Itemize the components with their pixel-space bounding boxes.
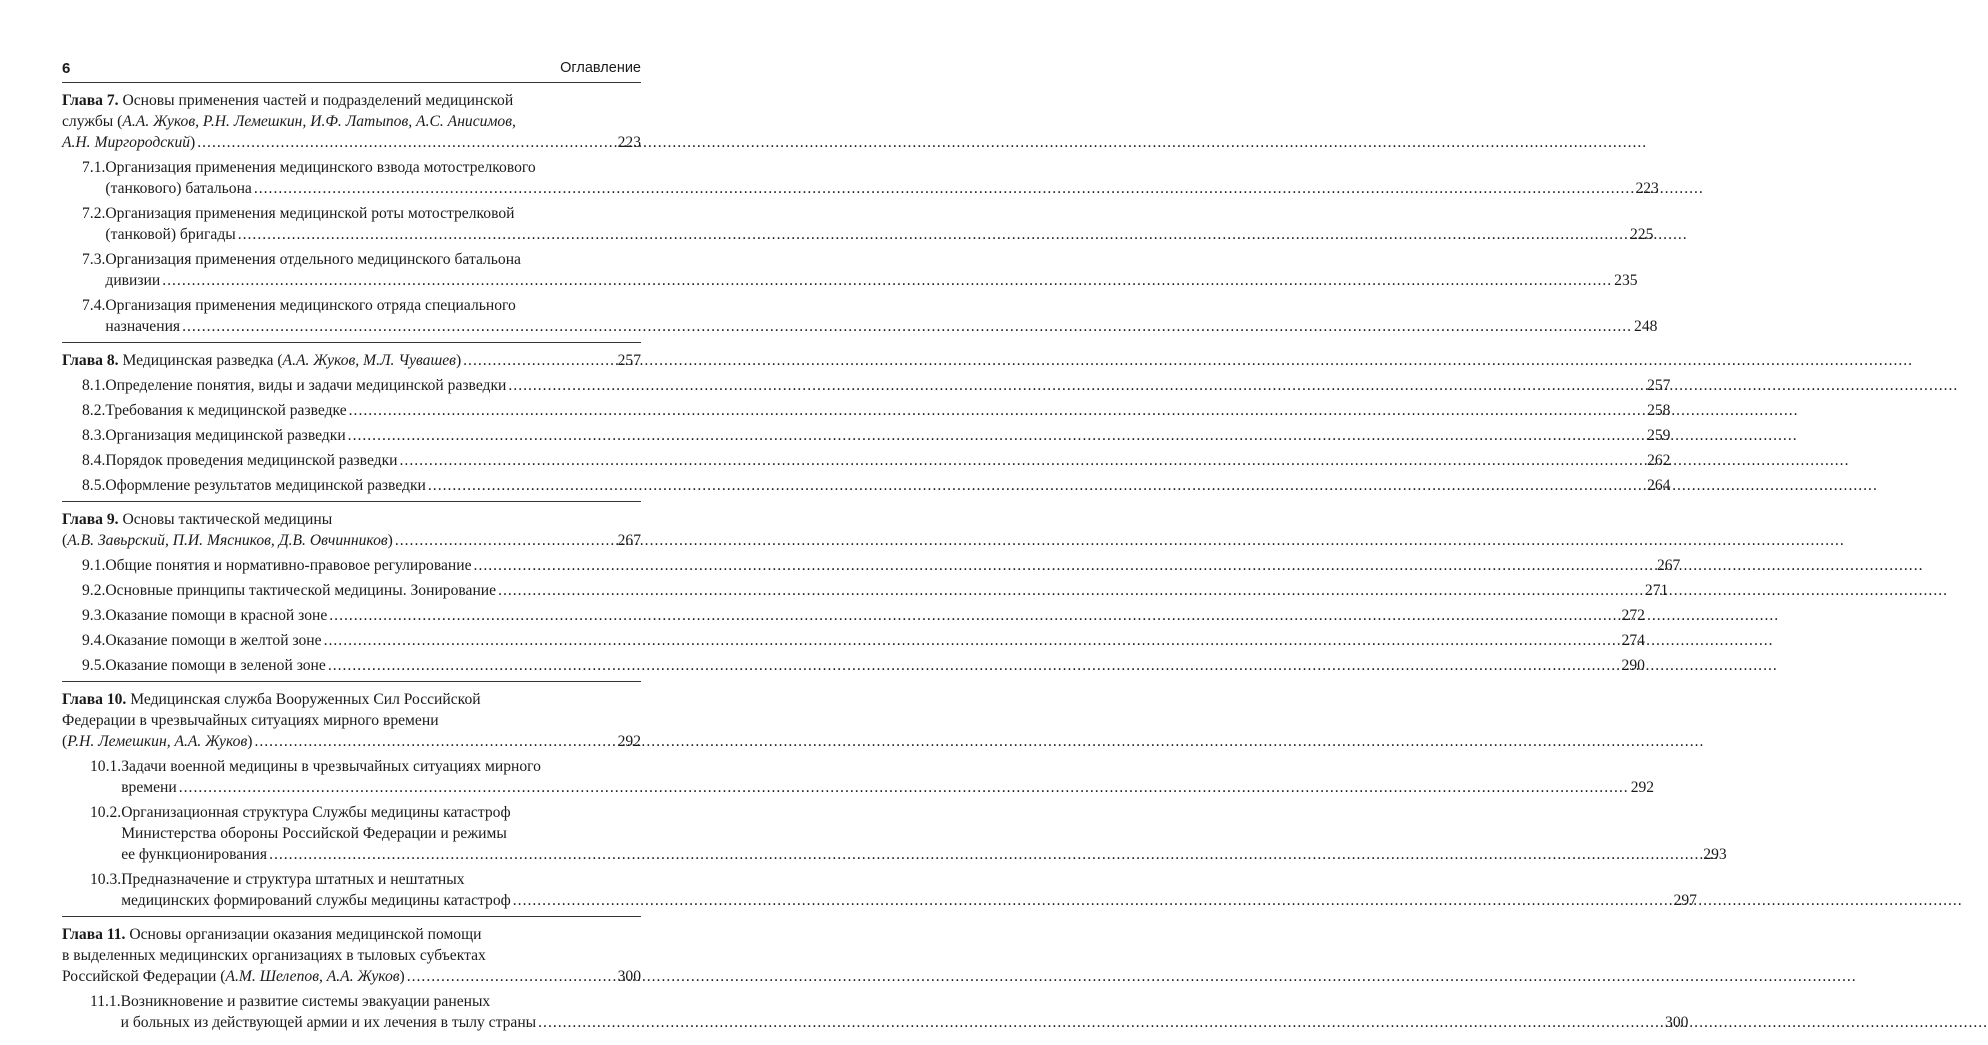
chapter-authors: А.Н. Миргородский [62,134,191,151]
toc-section [62,249,1638,291]
table-of-contents [62,90,1727,1045]
dot-leader [329,605,1619,626]
chapter-9 [62,509,1681,682]
section-number: 9.2. [82,582,106,599]
chapter-title: Основы тактической медицины [122,511,333,528]
toc-section [62,295,1658,337]
chapter-title: Основы применения частей и подразделений медицинской [122,92,514,109]
section-page: 297 [1673,892,1697,909]
section-number: 9.5. [82,657,106,674]
section-number: 9.4. [82,632,106,649]
toc-section [62,450,1671,471]
section-page: 300 [1665,1014,1689,1031]
section-page: 223 [1635,180,1659,197]
section-number: 8.1. [82,377,106,394]
section-title: дивизии [105,272,161,289]
dot-leader [498,580,1643,601]
chapter-page: 223 [617,134,641,151]
dot-leader [513,890,1672,911]
chapter-label: Глава 8. [62,352,119,369]
section-number: 7.3. [82,251,106,268]
dot-leader [328,655,1620,676]
chapter-title: службы ( [62,113,123,130]
section-number: 10.2. [90,804,122,821]
toc-section [62,400,1671,421]
chapter-authors: А.В. Завьрский, П.И. Мясников, Д.В. Овчинников [67,532,388,549]
toc-section [62,475,1671,496]
chapter-label: Глава 10. [62,691,127,708]
chapter-title: Российской Федерации ( [62,968,226,985]
section-page: 257 [1647,377,1671,394]
dot-leader [508,375,1645,396]
dot-leader [324,630,1620,651]
chapter-page: 292 [617,733,641,750]
section-title: Оформление результатов медицинской разведки [105,477,426,494]
section-title: Оказание помощи в желтой зоне [105,632,322,649]
section-title: времени [121,779,177,796]
dot-leader [348,425,1645,446]
dot-leader [254,731,615,752]
toc-section [62,203,1654,245]
dot-leader [474,555,1655,576]
dot-leader [182,316,1632,337]
dot-leader [395,530,616,551]
section-page: 225 [1629,226,1654,243]
section-number: 9.3. [82,607,106,624]
toc-section [62,869,1697,911]
dot-leader [254,178,1634,199]
section-title: назначения [105,318,181,335]
toc-section [62,580,1669,601]
section-page: 290 [1621,657,1645,674]
chapter-title-line: Федерации в чрезвычайных ситуациях мирного времени [62,712,439,729]
dot-leader [400,450,1646,471]
chapter-title-line: ( А.В. Завьрский, П.И. Мясников, Д.В. Овчинников ) ..... 267 [62,530,641,551]
dot-leader [238,224,1628,245]
section-page: 259 [1647,427,1671,444]
section-title: (танкового) батальона [105,180,252,197]
dot-leader [162,270,1612,291]
toc-section [62,375,1671,396]
section-title: и больных из действующей армии и их лечения в тылу страны [120,1014,537,1031]
running-head: Оглавление [560,60,641,76]
toc-section [62,991,1689,1033]
section-page: 235 [1614,272,1638,289]
chapter-10 [62,689,1727,917]
chapter-heading [62,924,641,945]
section-page: 248 [1634,318,1658,335]
page-header [62,58,641,83]
section-title: Организация применения отдельного медицинского батальона [105,251,521,268]
section-page: 271 [1644,582,1669,599]
chapter-label: Глава 9. [62,511,119,528]
chapter-page: 267 [617,532,641,549]
section-title: Задачи военной медицины в чрезвычайных ситуациях мирного [121,758,541,775]
section-number: 10.3. [90,871,122,888]
toc-section [62,605,1645,626]
chapter-authors: А.М. Шелепов, А.А. Жуков [225,968,400,985]
section-title: Предназначение и структура штатных и нештатных [121,871,465,888]
chapter-11 [62,924,1689,1038]
section-page: 258 [1647,402,1671,419]
section-page: 293 [1703,846,1727,863]
chapter-title-line: в выделенных медицинских организациях в тыловых субъектах [62,947,486,964]
chapter-7 [62,90,1659,343]
dot-leader [349,400,1645,421]
chapter-page: 300 [617,968,641,985]
section-title: Организация медицинской разведки [105,427,346,444]
section-title: Организация применения медицинского взвода мотострелкового [105,159,536,176]
section-title: Порядок проведения медицинской разведки [105,452,398,469]
chapter-8 [62,350,1671,502]
section-number: 8.4. [82,452,106,469]
chapter-title-line: ( Р.Н. Лемешкин, А.А. Жуков ) ..... 292 [62,731,641,752]
chapter-title-line [62,111,641,132]
section-number: 7.1. [82,159,106,176]
chapter-title-line: А.Н. Миргородский ) ..... 223 [62,132,641,153]
chapter-authors: А.А. Жуков, М.Л. Чувашев [282,352,456,369]
section-number: 8.5. [82,477,106,494]
section-page: 274 [1621,632,1645,649]
page-number: 6 [62,60,71,77]
chapter-label: Глава 11. [62,926,126,943]
chapter-authors: А.А. Жуков, Р.Н. Лемешкин, И.Ф. Латыпов, А.С. Анисимов, [122,113,516,130]
section-title: Оказание помощи в красной зоне [105,607,328,624]
dot-leader [538,1012,1663,1033]
toc-section [62,630,1645,651]
section-number: 9.1. [82,557,106,574]
dot-leader [269,844,1701,865]
chapter-heading [62,90,641,111]
section-title: Министерства обороны Российской Федерации и режимы [121,825,507,842]
section-title: Общие понятия и нормативно-правовое регулирование [105,557,472,574]
section-number: 8.2. [82,402,106,419]
section-number: 10.1. [90,758,122,775]
dot-leader [428,475,1645,496]
chapter-label: Глава 7. [62,92,119,109]
chapter-title: Медицинская разведка ( [122,352,283,369]
dot-leader [407,966,616,987]
toc-section [62,425,1671,446]
section-page: 262 [1647,452,1671,469]
section-title: Оказание помощи в зеленой зоне [105,657,326,674]
section-title: Организация применения медицинской роты мотострелковой [105,205,515,222]
section-page: 272 [1621,607,1645,624]
toc-section [62,157,1659,199]
chapter-authors: Р.Н. Лемешкин, А.А. Жуков [67,733,248,750]
section-number: 7.4. [82,297,106,314]
toc-section [62,802,1727,865]
section-number: 7.2. [82,205,106,222]
section-title: (танковой) бригады [105,226,236,243]
section-title: медицинских формирований службы медицины катастроф [121,892,511,909]
section-title: Определение понятия, виды и задачи медицинской разведки [105,377,507,394]
dot-leader [463,350,615,371]
dot-leader [197,132,615,153]
section-title: Организация применения медицинского отряда специального [105,297,516,314]
chapter-page: 257 [617,352,641,369]
section-title: ее функционирования [121,846,268,863]
section-title: Требования к медицинской разведке [105,402,347,419]
chapter-heading [62,509,641,530]
section-title: Организационная структура Службы медицины катастроф [121,804,511,821]
toc-section [62,555,1681,576]
chapter-title-line: Российской Федерации ( А.М. Шелепов, А.А. Жуков ) ..... 300 [62,966,641,987]
section-title: Возникновение и развитие системы эвакуации раненых [120,993,491,1010]
chapter-title: Медицинская служба Вооруженных Сил Российской [130,691,481,708]
chapter-title: Основы организации оказания медицинской помощи [129,926,482,943]
section-number: 8.3. [82,427,106,444]
section-page: 292 [1630,779,1655,796]
chapter-heading [62,689,641,710]
section-number: 11.1. [90,993,121,1010]
section-page: 264 [1647,477,1671,494]
toc-section [62,655,1645,676]
dot-leader [179,777,1629,798]
section-title: Основные принципы тактической медицины. Зонирование [105,582,497,599]
toc-section [62,756,1655,798]
chapter-heading: Глава 8. Медицинская разведка ( А.А. Жуков, М.Л. Чувашев ) ..... 257 [62,350,641,371]
section-page: 267 [1656,557,1681,574]
